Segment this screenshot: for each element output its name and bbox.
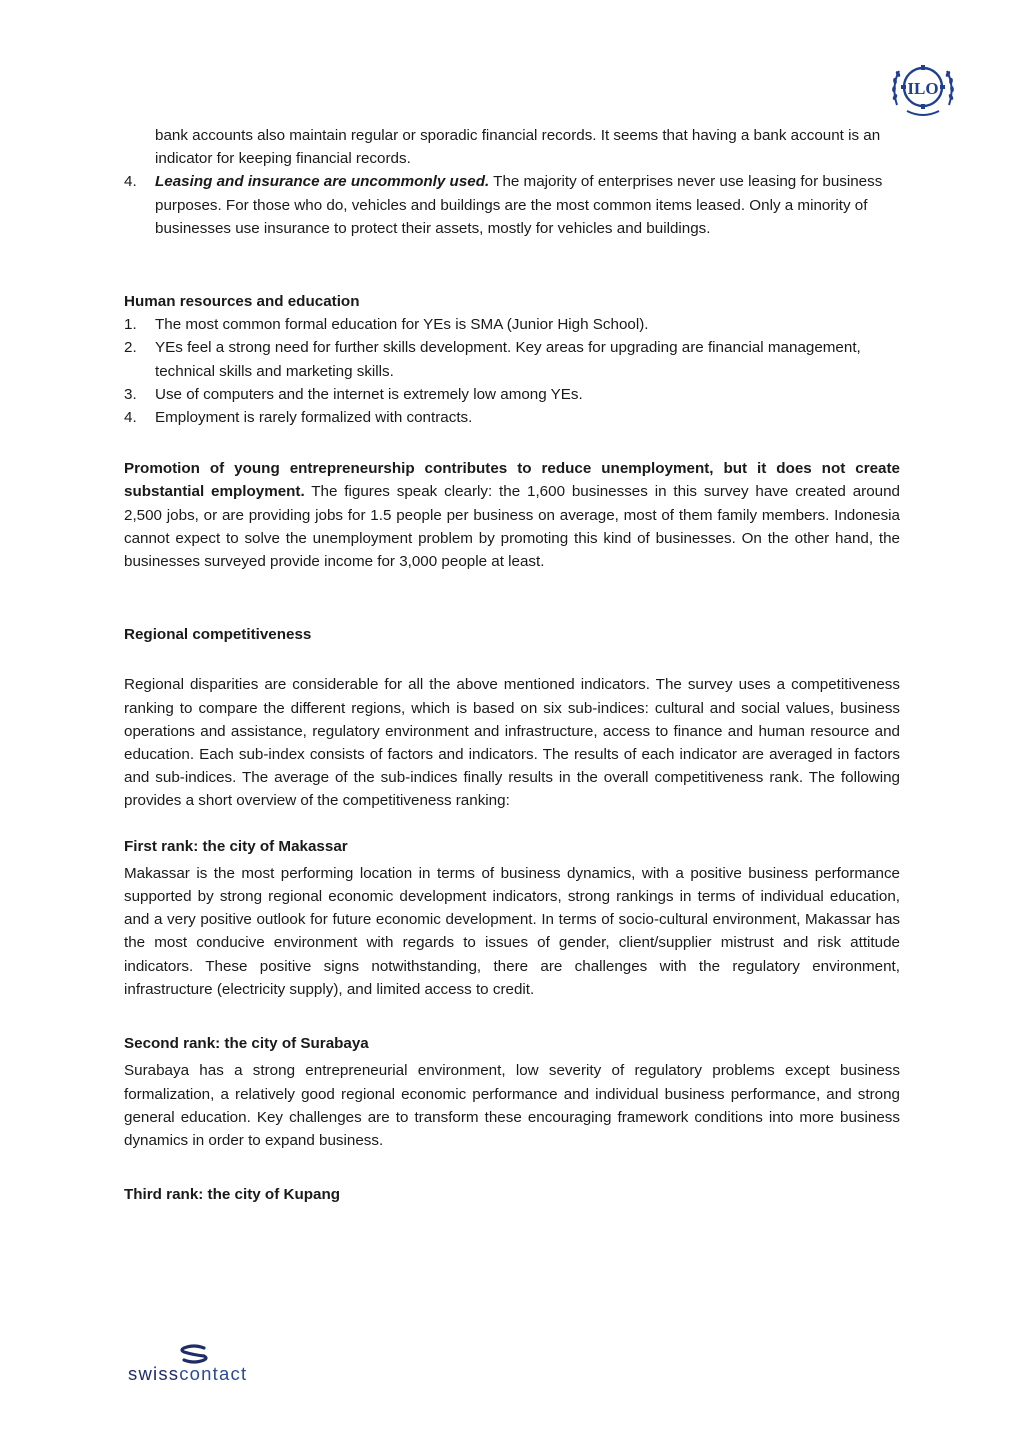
swisscontact-mark-icon [174,1344,214,1364]
list-top [124,170,900,240]
swisscontact-logo [128,1344,260,1386]
list-item-text: Use of computers and the internet is extremely low among YEs. [155,385,583,403]
regional-intro: Regional disparities are considerable for all the above mentioned indicators. The survey uses a competitiveness ranking to compare the different regions, which is based on six sub-indices: cultural and social values, business operations and assistance, regulatory environment and infrastructure, access to finance and human resource and education. Each sub-index consists of factors and indicators. The results of each indicator are averaged in factors and sub-indices. The average of the sub-indices finally results in the overall competitiveness rank. The following provides a short overview of the competitiveness ranking: [124,676,900,810]
promotion-text: The figures speak clearly: the 1,600 businesses in this survey have created around 2,500 jobs, or are providing jobs for 1.5 people per business on average, most of them family members. Indonesia cannot expect to solve the unemployment problem by promoting this kind of businesses. On the other hand, the businesses surveyed provide income for 3,000 people at least. [124,483,900,571]
list-item [124,383,900,406]
ilo-logo-icon [887,57,959,119]
list-number: 3. [124,385,137,403]
list-item [124,170,900,240]
third-rank-heading: Third rank: the city of Kupang [124,1186,341,1204]
promotion-lead: Promotion of young entrepreneurship contributes to reduce unemployment, but it does not create substantial employment. [124,460,900,501]
list-item [124,406,900,429]
second-rank-text: Surabaya has a strong entrepreneurial environment, low severity of regulatory problems except business formalization, a relatively good regional economic performance and individual business performance, and strong general education. Key challenges are to transform these encouraging framework conditions into more business dynamics in order to expand business. [124,1062,900,1149]
list-item [124,336,900,382]
document-body [124,124,900,1206]
list-number: 4. [124,409,137,427]
section-heading-human-resources: Human resources and education [124,293,360,311]
list-number: 1. [124,316,137,334]
first-rank-text: Makassar is the most performing location in terms of business dynamics, with a positive business performance supported by strong regional economic development indicators, strong rankings in terms of individual education, and a very positive outlook for future economic development. In terms of socio-cultural environment, Makassar has the most conducive environment with regards to issues of gender, client/supplier mistrust and risk attitude indicators. These positive signs notwithstanding, there are challenges with the regulatory environment, infrastructure (electricity supply), and limited access to credit. [124,864,900,998]
section-heading-regional: Regional competitiveness [124,626,312,644]
list-item-text: The most common formal education for YEs is SMA (Junior High School). [155,316,649,334]
list-number: 4. [124,173,137,191]
list-item-text: YEs feel a strong need for further skills development. Key areas for upgrading are financial management, technical skills and marketing skills. [155,339,861,380]
first-rank-heading: First rank: the city of Makassar [124,837,348,855]
swisscontact-wordmark [128,1363,247,1385]
list-item-text: The majority of enterprises never use leasing for business purposes. For those who do, vehicles and buildings are the most common items leased. Only a minority of businesses use insurance to protect their assets, mostly for vehicles and buildings. [155,173,883,237]
second-rank-heading: Second rank: the city of Surabaya [124,1035,369,1053]
list-item-lead: Leasing and insurance are uncommonly used. [155,173,490,191]
wordmark-part-swiss: swiss [128,1363,180,1384]
list-continuation: bank accounts also maintain regular or sporadic financial records. It seems that having a bank account is an indicator for keeping financial records. [155,127,881,168]
list-item [124,313,900,336]
list-item-text: Employment is rarely formalized with contracts. [155,409,473,427]
list-number: 2. [124,339,137,357]
human-resources-list [124,313,900,429]
promotion-paragraph [124,457,900,573]
wordmark-part-contact: contact [179,1363,248,1384]
svg-text:ILO: ILO [907,79,939,98]
